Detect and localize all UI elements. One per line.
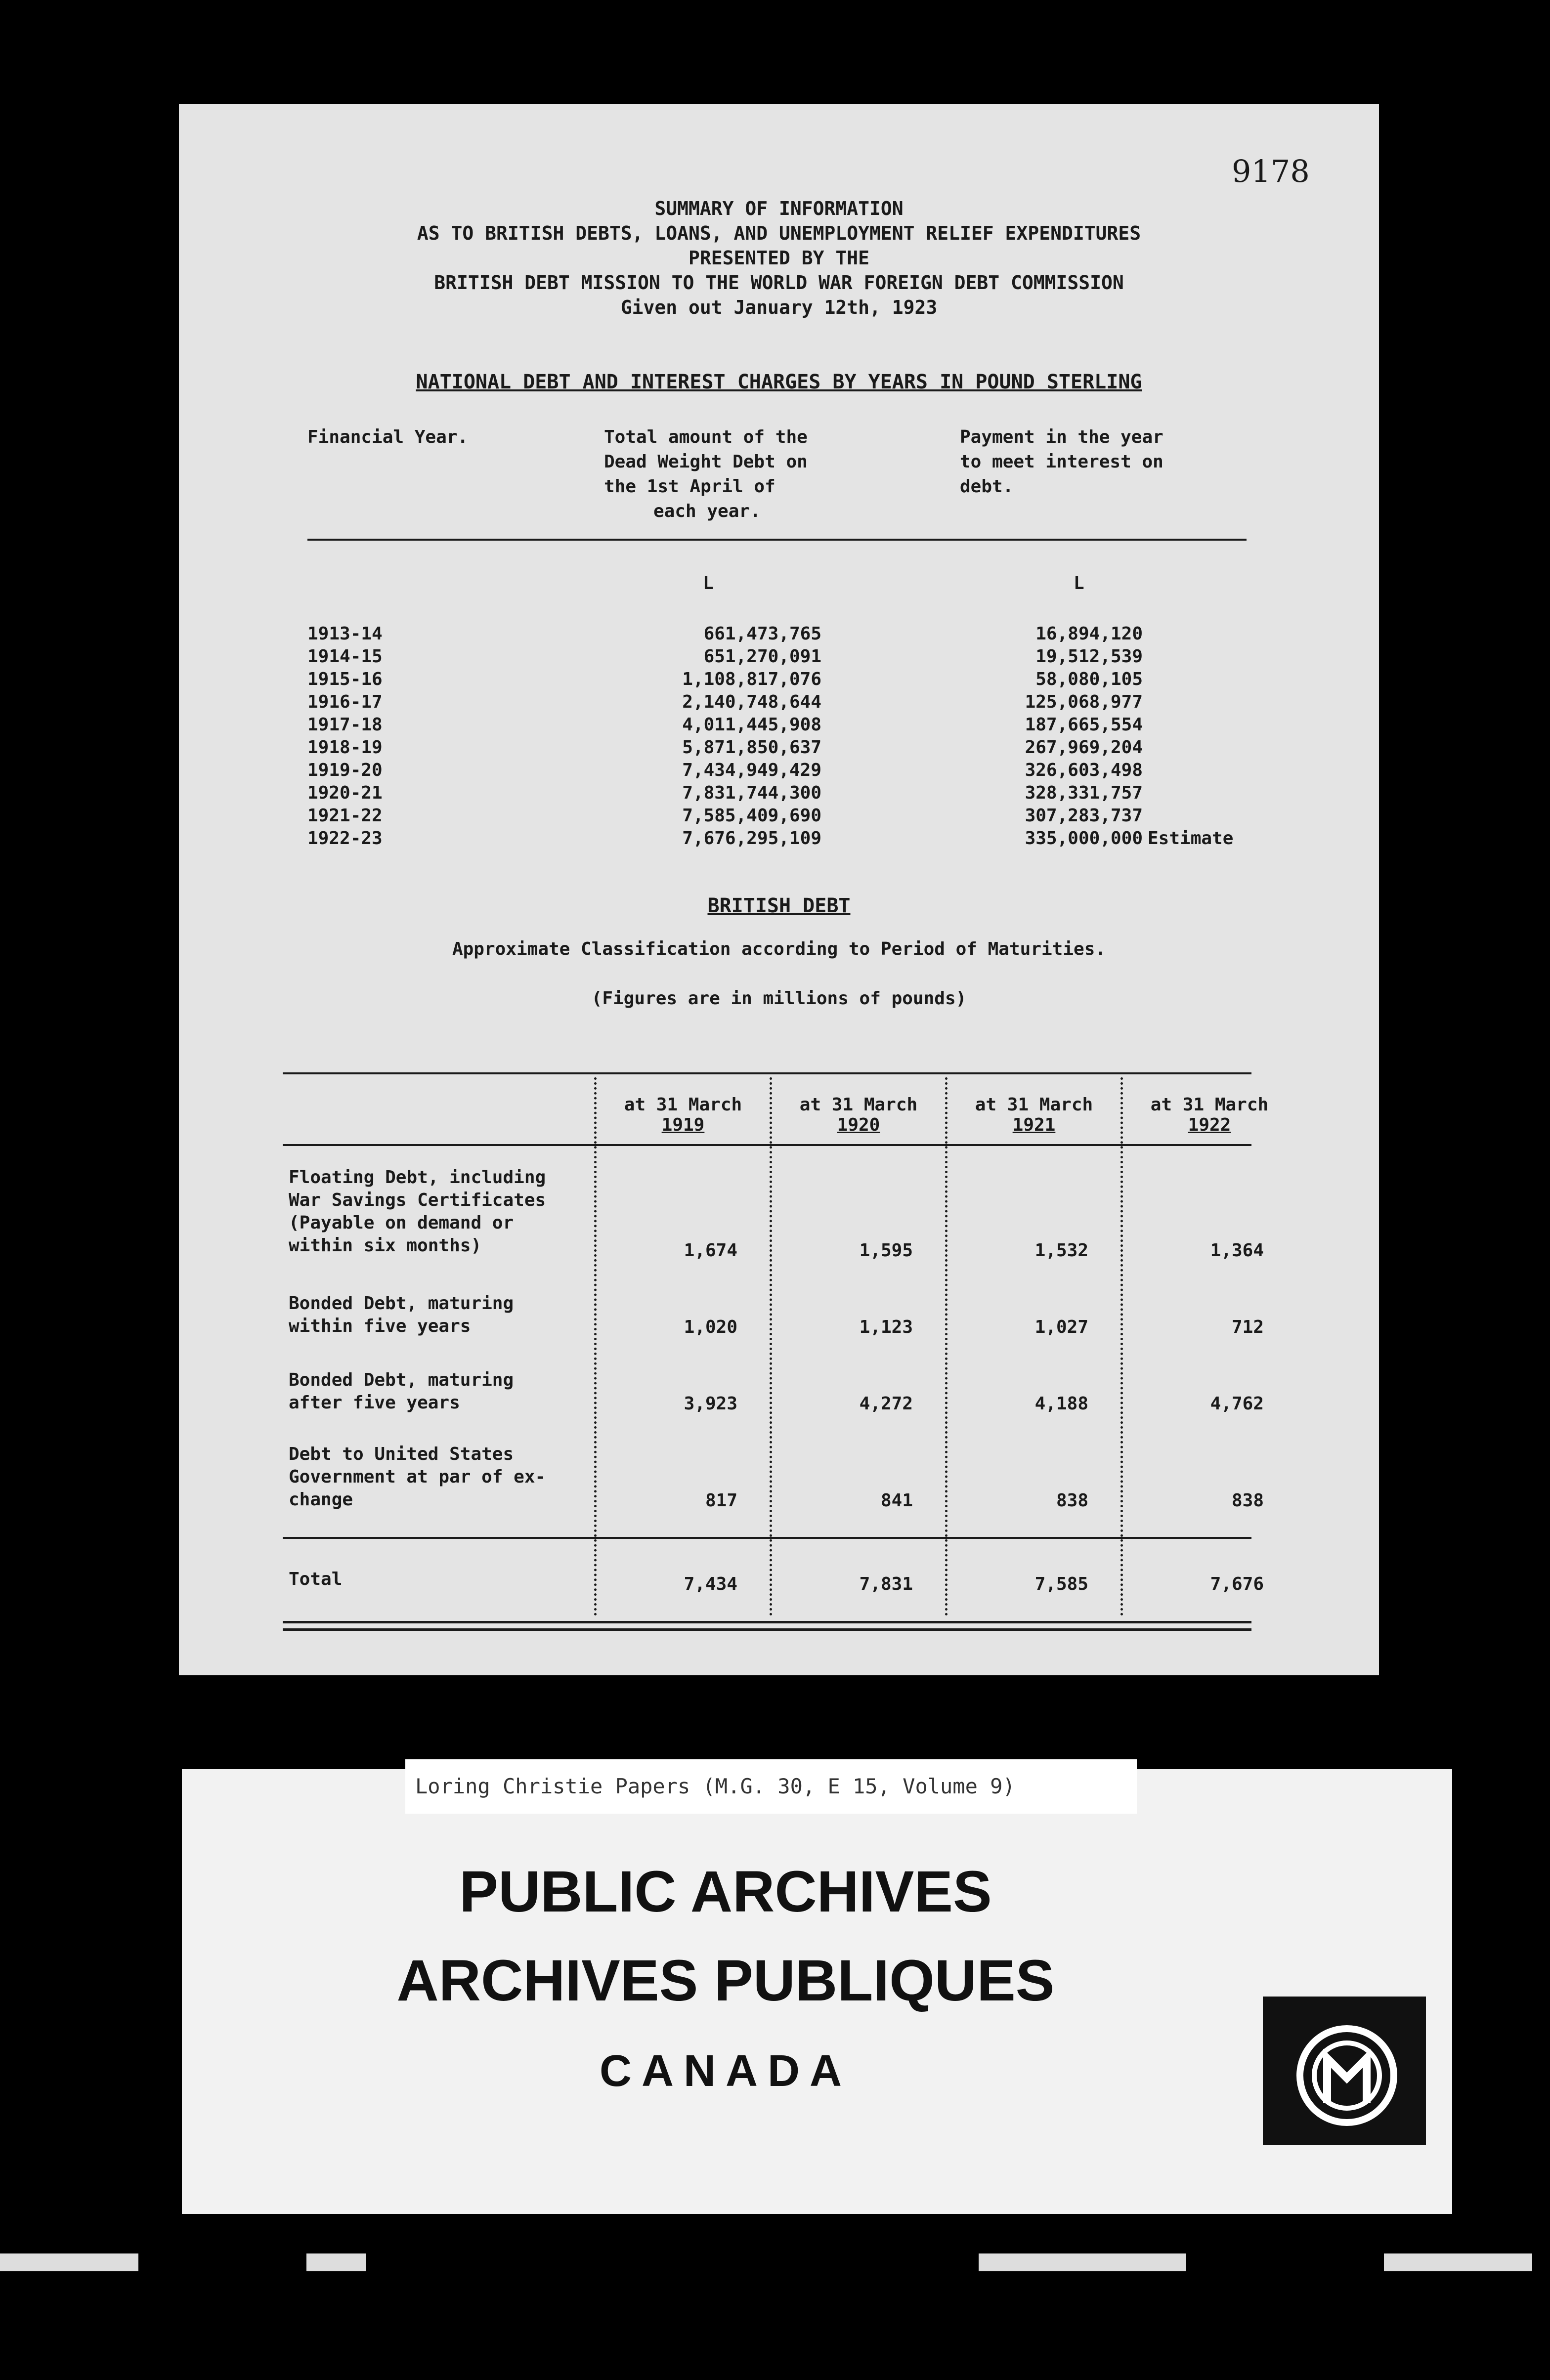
value-cell: 838	[1231, 1490, 1264, 1511]
film-edge-mark	[1384, 2253, 1532, 2271]
col-header-1921	[952, 1095, 1116, 1135]
total-label: Total	[289, 1569, 343, 1589]
year: 1913-14	[307, 624, 383, 644]
column-divider	[770, 1077, 772, 1616]
total-value: 7,831	[859, 1574, 913, 1594]
film-edge-mark	[306, 2253, 366, 2271]
film-edge-mark	[0, 2253, 138, 2271]
row-label-line: after five years	[289, 1393, 460, 1413]
row-label-floating	[289, 1166, 595, 1257]
table-row	[179, 782, 1379, 805]
interest-payment: 328,331,757	[1025, 783, 1143, 803]
col-header-line: at 31 March	[975, 1095, 1093, 1115]
year: 1920-21	[307, 783, 383, 803]
film-edge-mark	[979, 2253, 1186, 2271]
row-label-line: Bonded Debt, maturing	[289, 1370, 514, 1390]
year: 1916-17	[307, 692, 383, 712]
total-debt: 7,831,744,300	[682, 783, 821, 803]
col-header-line: at 31 March	[1150, 1095, 1269, 1115]
value-cell: 1,027	[1034, 1317, 1088, 1337]
row-label-line: within five years	[289, 1316, 471, 1336]
national-debt-title: NATIONAL DEBT AND INTEREST CHARGES BY YEARS IN POUND STERLING	[416, 371, 1142, 393]
estimate-note: Estimate	[1148, 828, 1234, 849]
row-label-line: War Savings Certificates	[289, 1190, 546, 1210]
header-rule	[307, 539, 1247, 541]
value-cell: 1,595	[859, 1240, 913, 1261]
interest-payment: 58,080,105	[1035, 669, 1143, 689]
col-header-1919	[602, 1095, 765, 1135]
total-debt: 7,676,295,109	[682, 828, 821, 849]
col-header-year: 1919	[661, 1115, 705, 1135]
col-header-1922	[1128, 1095, 1291, 1135]
document-page	[179, 104, 1379, 1675]
table-header-rule	[283, 1144, 1251, 1146]
british-debt-subtitle: Approximate Classification according to Period of Maturities.	[452, 939, 1106, 959]
page-number: 9178	[1232, 153, 1310, 189]
row-label-line: Government at par of ex-	[289, 1467, 546, 1487]
row-label-bonded-after	[289, 1369, 595, 1414]
year: 1919-20	[307, 760, 383, 780]
header-line-4: BRITISH DEBT MISSION TO THE WORLD WAR FOREIGN DEBT COMMISSION	[434, 272, 1124, 294]
bottom-double-rule	[283, 1621, 1251, 1623]
total-value: 7,585	[1034, 1574, 1088, 1594]
row-label-line: Bonded Debt, maturing	[289, 1293, 514, 1314]
currency-total: L	[703, 573, 714, 594]
col-header-year: 1920	[837, 1115, 880, 1135]
row-label-us-debt	[289, 1443, 595, 1511]
interest-payment: 187,665,554	[1025, 715, 1143, 735]
british-debt-note: (Figures are in millions of pounds)	[591, 988, 967, 1009]
header-line-3: PRESENTED BY THE	[688, 247, 870, 269]
total-debt: 661,473,765	[703, 624, 821, 644]
col-payment-line: debt.	[960, 476, 1014, 497]
col-payment	[960, 425, 1256, 499]
table-row	[179, 623, 1379, 645]
interest-payment: 326,603,498	[1025, 760, 1143, 780]
year: 1921-22	[307, 806, 383, 826]
year: 1917-18	[307, 715, 383, 735]
col-total-line: Dead Weight Debt on	[604, 452, 808, 472]
total-top-rule	[283, 1537, 1251, 1539]
col-payment-line: to meet interest on	[960, 452, 1163, 472]
interest-payment: 16,894,120	[1035, 624, 1143, 644]
bottom-double-rule	[283, 1628, 1251, 1631]
value-cell: 841	[880, 1490, 913, 1511]
interest-payment: 19,512,539	[1035, 646, 1143, 667]
col-total-line: the 1st April of	[604, 476, 775, 497]
value-cell: 4,762	[1210, 1394, 1264, 1414]
archives-publiques-text: ARCHIVES PUBLIQUES	[396, 1948, 1055, 2013]
value-cell: 838	[1056, 1490, 1088, 1511]
total-debt: 651,270,091	[703, 646, 821, 667]
header-line-5: Given out January 12th, 1923	[620, 297, 938, 318]
british-debt-title: BRITISH DEBT	[707, 894, 851, 917]
interest-payment: 267,969,204	[1025, 737, 1143, 758]
total-debt: 1,108,817,076	[682, 669, 821, 689]
row-label-line: within six months)	[289, 1235, 482, 1256]
table-row	[179, 805, 1379, 827]
col-header-year: 1921	[1012, 1115, 1056, 1135]
year: 1918-19	[307, 737, 383, 758]
interest-payment: 307,283,737	[1025, 806, 1143, 826]
value-cell: 4,188	[1034, 1394, 1088, 1414]
interest-payment: 335,000,000	[1025, 828, 1143, 849]
col-payment-line: Payment in the year	[960, 427, 1163, 447]
row-label-bonded-within	[289, 1292, 595, 1338]
header-line-2: AS TO BRITISH DEBTS, LOANS, AND UNEMPLOYMENT RELIEF EXPENDITURES	[417, 222, 1141, 244]
col-header-line: at 31 March	[799, 1095, 918, 1115]
value-cell: 817	[705, 1490, 737, 1511]
value-cell: 1,674	[684, 1240, 737, 1261]
table-row	[179, 736, 1379, 759]
header-line-1: SUMMARY OF INFORMATION	[654, 198, 904, 219]
col-header-1920	[777, 1095, 940, 1135]
year: 1914-15	[307, 646, 383, 667]
table-row	[179, 714, 1379, 736]
value-cell: 1,364	[1210, 1240, 1264, 1261]
total-debt: 5,871,850,637	[682, 737, 821, 758]
total-debt: 7,434,949,429	[682, 760, 821, 780]
national-debt-rows	[179, 623, 1379, 850]
table-top-rule	[283, 1072, 1251, 1074]
total-debt: 7,585,409,690	[682, 806, 821, 826]
archives-logo-icon	[1263, 1997, 1426, 2145]
year: 1922-23	[307, 828, 383, 849]
col-header-line: at 31 March	[624, 1095, 742, 1115]
value-cell: 4,272	[859, 1394, 913, 1414]
table-row	[179, 691, 1379, 714]
public-archives-text: PUBLIC ARCHIVES	[459, 1859, 992, 1924]
table-row	[179, 759, 1379, 782]
col-total-line: Total amount of the	[604, 427, 808, 447]
col-total-line: each year.	[653, 501, 761, 521]
row-label-line: Debt to United States	[289, 1444, 514, 1464]
row-label-line: (Payable on demand or	[289, 1213, 514, 1233]
currency-payment: L	[1074, 573, 1084, 594]
value-cell: 1,020	[684, 1317, 737, 1337]
value-cell: 1,123	[859, 1317, 913, 1337]
column-divider	[1120, 1077, 1123, 1616]
column-divider	[945, 1077, 947, 1616]
collection-label: Loring Christie Papers (M.G. 30, E 15, Volume 9)	[405, 1759, 1137, 1814]
col-financial-year: Financial Year.	[307, 427, 469, 447]
table-row	[179, 645, 1379, 668]
column-divider	[594, 1077, 597, 1616]
table-row	[179, 827, 1379, 850]
col-total-amount	[604, 425, 901, 524]
year: 1915-16	[307, 669, 383, 689]
canada-text: CANADA	[600, 2046, 852, 2096]
value-cell: 3,923	[684, 1394, 737, 1414]
col-header-year: 1922	[1188, 1115, 1231, 1135]
total-debt: 4,011,445,908	[682, 715, 821, 735]
total-value: 7,676	[1210, 1574, 1264, 1594]
total-debt: 2,140,748,644	[682, 692, 821, 712]
value-cell: 712	[1231, 1317, 1264, 1337]
table-row	[179, 668, 1379, 691]
total-value: 7,434	[684, 1574, 737, 1594]
interest-payment: 125,068,977	[1025, 692, 1143, 712]
row-label-line: change	[289, 1489, 353, 1510]
row-label-line: Floating Debt, including	[289, 1167, 546, 1188]
value-cell: 1,532	[1034, 1240, 1088, 1261]
